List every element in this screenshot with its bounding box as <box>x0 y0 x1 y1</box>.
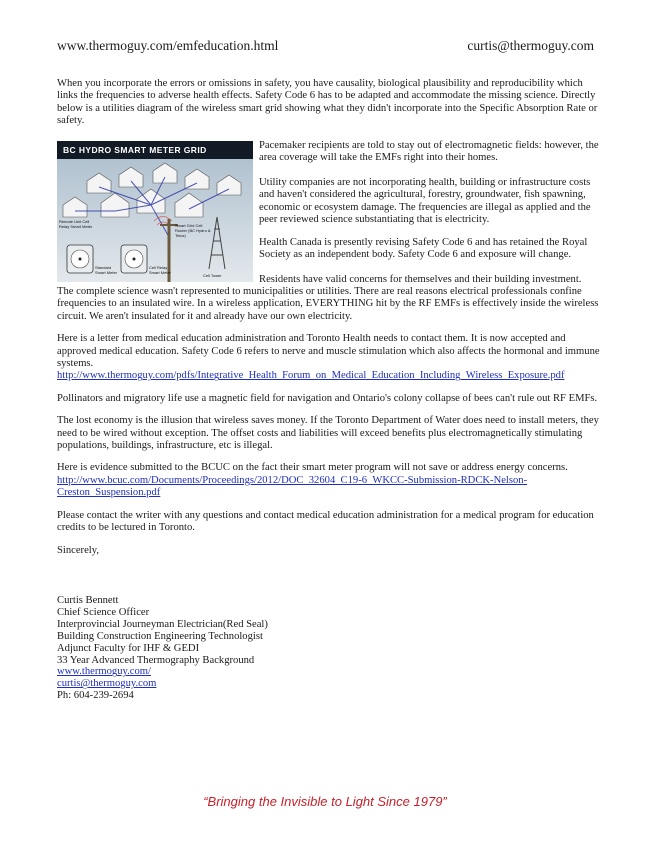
bcuc-submission-link[interactable]: http://www.bcuc.com/Documents/Proceedings/2012/DOC_32604_C19-6_WKCC-Submission-RDCK-Nelson-Creston_Suspension.pdf <box>57 474 528 499</box>
smart-meter-grid-illustration <box>57 141 253 282</box>
diagram-label-standard-meter: Standard Smart Meter <box>95 265 118 275</box>
paragraph-economy: The lost economy is the illusion that wireless saves money. If the Toronto Department of Water does need to install meters, they need to be wired without exception. The offset costs and liabilities will exceed benefits plus electromagnetically stimulating populations, buildings, infrastructure, etc is illegal. <box>57 415 599 452</box>
signature-website-link[interactable]: www.thermoguy.com/ <box>57 666 151 678</box>
diagram-label-grid-gate: Smart Grid Cell Router (BC Hydro & Telus) <box>175 223 211 238</box>
signature-block <box>57 595 268 702</box>
signature-phone: Ph: 604-239-2694 <box>57 690 134 702</box>
header-url: www.thermoguy.com/emfeducation.html <box>57 38 279 53</box>
main-body <box>57 286 605 557</box>
diagram-title: BC HYDRO SMART METER GRID <box>63 145 207 155</box>
closing-salutation: Sincerely, <box>57 544 99 556</box>
side-paragraph-pacemaker: Pacemaker recipients are told to stay out of electromagnetic fields: however, the area coverage will take the EMFs right into their homes. <box>259 140 599 164</box>
signature-credential: Interprovincial Journeyman Electrician(Red Seal) <box>57 618 268 630</box>
header-email: curtis@thermoguy.com <box>467 38 594 53</box>
diagram-label-remote: Remote Unit Cell Relay Smart Meter <box>59 219 93 229</box>
paragraph-medical-letter: Here is a letter from medical education administration and Toronto Health needs to contact them. It is now accepted and approved medical education. Safety Code 6 refers to nerve and muscle stimulation which also affects the hormonal and immune systems. <box>57 333 600 370</box>
signature-credential: Building Construction Engineering Technologist <box>57 630 263 642</box>
paragraph-contact: Please contact the writer with any questions and contact medical education administration for a medical program for education credits to be lectured in Toronto. <box>57 509 594 534</box>
paragraph-bcuc-evidence: Here is evidence submitted to the BCUC on the fact their smart meter program will not save or address energy concerns. <box>57 462 568 474</box>
medical-education-pdf-link[interactable]: http://www.thermoguy.com/pdfs/Integrative_Health_Forum_on_Medical_Education_Including_Wireless_Exposure.pdf <box>57 370 565 382</box>
signature-name: Curtis Bennett <box>57 595 119 606</box>
smart-meter-grid-diagram <box>57 141 253 282</box>
paragraph-pollinators: Pollinators and migratory life use a magnetic field for navigation and Ontario's colony collapse of bees can't rule out RF EMFs. <box>57 392 598 404</box>
signature-credential: 33 Year Advanced Thermography Background <box>57 654 255 666</box>
side-paragraph-residents: Residents have valid concerns for themselves and their building investment. <box>259 274 582 285</box>
paragraph-science: The complete science wasn't represented to municipalities or utilities. There are real reasons electrical professionals confine frequencies to an insulated wire. In a wireless application, EVERYTHING hit by the RF EMFs is effectively inside the wireless circuit. We aren't insulated for it and already have our own electricity. <box>57 286 599 322</box>
signature-title: Chief Science Officer <box>57 606 150 618</box>
footer-slogan: “Bringing the Invisible to Light Since 1979” <box>203 794 447 809</box>
diagram-label-cell-relay-meter: Cell Relay Smart Meter <box>149 265 172 275</box>
signature-email-link[interactable]: curtis@thermoguy.com <box>57 678 157 690</box>
side-paragraph-utilities: Utility companies are not incorporating health, building or infrastructure costs and haven't considered the agricultural, forestry, groundwater, fish spawning, economic or ecosystem damage. The frequencies are illegal as applied and the peer reviewed science substantiating that is electricity. <box>259 177 591 226</box>
side-paragraph-health-canada: Health Canada is presently revising Safety Code 6 and has retained the Royal Society as an independent body. Safety Code 6 and exposure will change. <box>259 237 588 261</box>
diagram-label-cell-tower: Cell Tower <box>203 273 222 278</box>
signature-credential: Adjunct Faculty for IHF & GEDI <box>57 642 200 654</box>
intro-paragraph: When you incorporate the errors or omissions in safety, you have causality, biological plausibility and reproducibility which links the frequencies to adverse health effects. Safety Code 6 has to be adapted and accommodate the missing science. Directly below is a utilities diagram of the wireless smart grid showing what they didn't incorporate into the Specific Absorption Rate or safety. <box>57 78 598 127</box>
